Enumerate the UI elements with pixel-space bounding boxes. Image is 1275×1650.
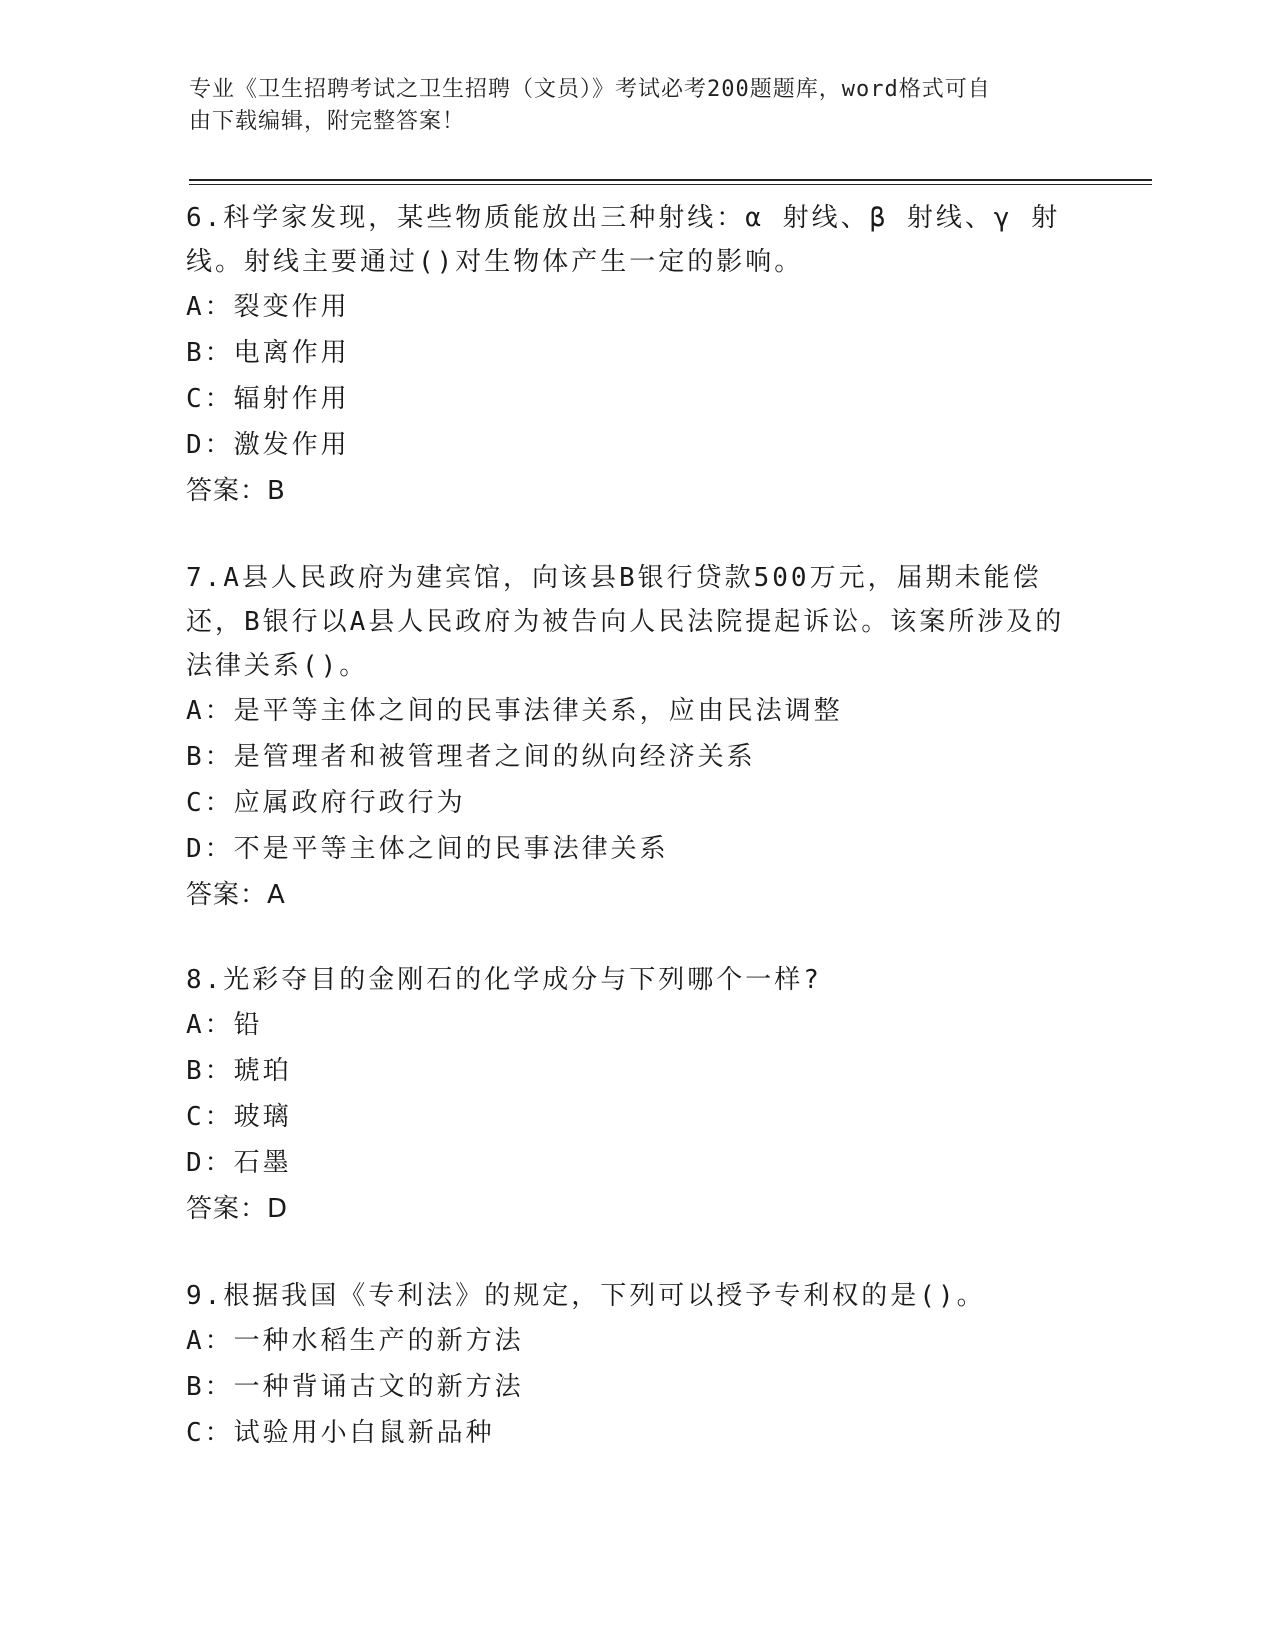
- question-text: 9.根据我国《专利法》的规定，下列可以授予专利权的是()。: [186, 1281, 986, 1311]
- option-b: B：琥珀: [186, 1056, 292, 1086]
- question-7: [186, 556, 1086, 918]
- answer: 答案：D: [186, 1194, 289, 1224]
- answer: 答案：A: [186, 880, 286, 910]
- header-divider-thin: [189, 184, 1152, 185]
- option-b: B：一种背诵古文的新方法: [186, 1372, 524, 1402]
- option-a: A：铅: [186, 1010, 263, 1040]
- question-text: 6.科学家发现，某些物质能放出三种射线：α 射线、β 射线、γ 射线。射线主要通过()对生物体产生一定的影响。: [186, 203, 1061, 277]
- answer: 答案：B: [186, 476, 286, 506]
- header-line-2: 由下载编辑，附完整答案！: [189, 109, 466, 134]
- header-divider-thick: [189, 179, 1152, 181]
- question-text: 7.A县人民政府为建宾馆，向该县B银行贷款500万元，届期未能偿还，B银行以A县人民政府为被告向人民法院提起诉讼。该案所涉及的法律关系()。: [186, 563, 1065, 681]
- option-d: D：激发作用: [186, 430, 350, 460]
- option-a: A：是平等主体之间的民事法律关系，应由民法调整: [186, 696, 843, 726]
- option-c: C：辐射作用: [186, 384, 350, 414]
- option-b: B：是管理者和被管理者之间的纵向经济关系: [186, 742, 756, 772]
- header-line-1: 专业《卫生招聘考试之卫生招聘（文员）》考试必考200题题库，word格式可自: [189, 77, 991, 102]
- option-c: C：玻璃: [186, 1102, 292, 1132]
- document-header: [189, 74, 1069, 138]
- option-a: A：裂变作用: [186, 292, 350, 322]
- option-c: C：应属政府行政行为: [186, 788, 466, 818]
- question-text: 8.光彩夺目的金刚石的化学成分与下列哪个一样?: [186, 965, 822, 995]
- question-9: [186, 1274, 1086, 1456]
- option-d: D：不是平等主体之间的民事法律关系: [186, 834, 669, 864]
- option-c: C：试验用小白鼠新品种: [186, 1418, 495, 1448]
- question-6: [186, 196, 1086, 514]
- option-a: A：一种水稻生产的新方法: [186, 1326, 524, 1356]
- option-b: B：电离作用: [186, 338, 350, 368]
- option-d: D：石墨: [186, 1148, 292, 1178]
- question-8: [186, 958, 1086, 1232]
